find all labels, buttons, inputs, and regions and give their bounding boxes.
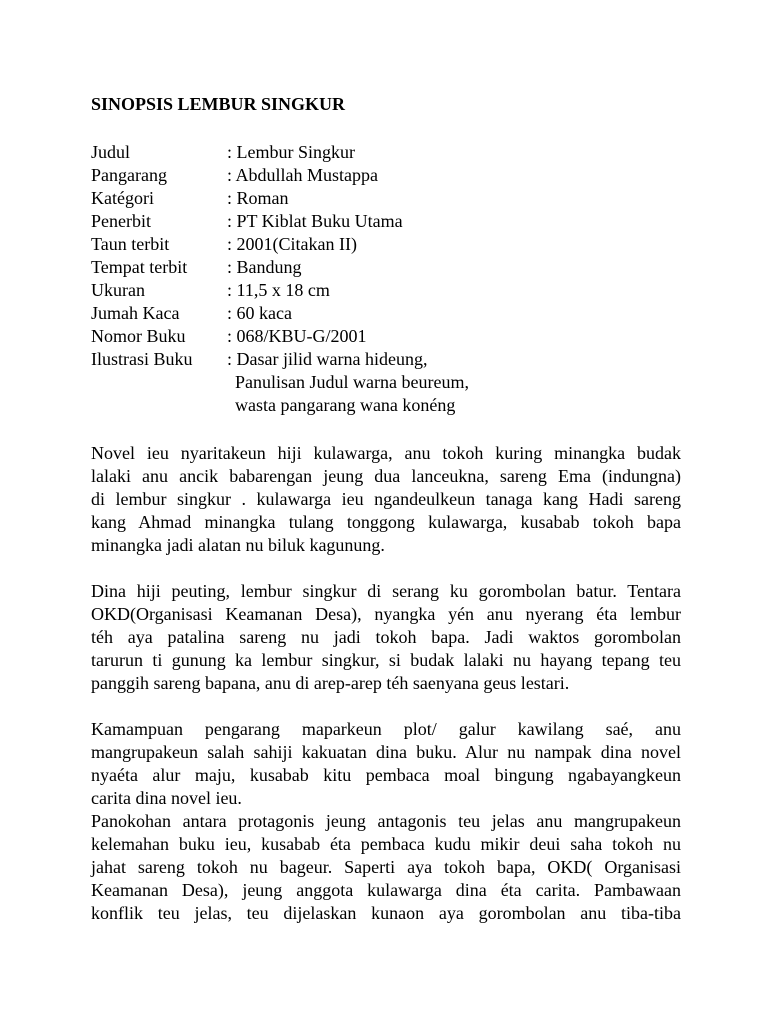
metadata-value [227, 325, 469, 348]
metadata-value [227, 187, 469, 210]
metadata-value-line: : Lembur Singkur [227, 142, 355, 162]
metadata-row [91, 164, 469, 187]
metadata-value [227, 210, 469, 233]
metadata-row [91, 256, 469, 279]
paragraph-line: téh aya patalina sareng nu jadi tokoh bapa. Jadi waktos gorombolan [91, 627, 681, 647]
metadata-label: Taun terbit [91, 234, 170, 254]
metadata-row [91, 348, 469, 417]
metadata-value [227, 233, 469, 256]
metadata-value-line: Panulisan Judul warna beureum, [235, 372, 469, 392]
paragraph-line: tarurun ti gunung ka lembur singkur, si budak lalaki nu hayang tepang teu [91, 650, 681, 670]
metadata-value-line: : PT Kiblat Buku Utama [227, 211, 403, 231]
metadata-value [227, 279, 469, 302]
metadata-label: Tempat terbit [91, 257, 188, 277]
metadata-row [91, 210, 469, 233]
metadata-value-line: : 11,5 x 18 cm [227, 280, 330, 300]
metadata-row [91, 141, 469, 164]
metadata-row [91, 325, 469, 348]
metadata-label: Katégori [91, 188, 154, 208]
metadata-row [91, 279, 469, 302]
metadata-value [227, 256, 469, 279]
metadata-value-line: : Roman [227, 188, 289, 208]
paragraph-line: nyaéta alur maju, kusabab kitu pembaca moal bingung ngabayangkeun [91, 765, 681, 785]
metadata-value-line: : Bandung [227, 257, 302, 277]
paragraph-line: kang Ahmad minangka tulang tonggong kulawarga, kusabab tokoh bapa [91, 512, 681, 532]
paragraph-line: di lembur singkur . kulawarga ieu ngandeulkeun tanaga kang Hadi sareng [91, 489, 681, 509]
paragraph-line: carita dina novel ieu. [91, 788, 242, 808]
paragraph-line: panggih sareng bapana, anu di arep-arep téh saenyana geus lestari. [91, 673, 570, 693]
paragraph-line: Novel ieu nyaritakeun hiji kulawarga, anu tokoh kuring minangka budak [91, 443, 681, 463]
paragraph-line: Keamanan Desa), jeung anggota kulawarga dina éta carita. Pambawaan [91, 880, 681, 900]
paragraph-line: mangrupakeun salah sahiji kakuatan dina buku. Alur nu nampak dina novel [91, 742, 681, 762]
metadata-value-line: : Abdullah Mustappa [227, 165, 378, 185]
metadata-value-line: : 60 kaca [227, 303, 292, 323]
book-metadata-table [91, 141, 469, 417]
metadata-label: Judul [91, 142, 131, 162]
synopsis-paragraph [91, 810, 681, 925]
metadata-value-line: wasta pangarang wana konéng [235, 395, 456, 415]
paragraph-line: minangka jadi alatan nu biluk kagunung. [91, 535, 385, 555]
paragraph-line: Panokohan antara protagonis jeung antagonis teu jelas anu mangrupakeun [91, 811, 681, 831]
metadata-label: Jumah Kaca [91, 303, 180, 323]
document-page [91, 93, 681, 948]
metadata-row [91, 187, 469, 210]
metadata-value [227, 302, 469, 325]
synopsis-paragraph [91, 442, 681, 557]
document-title: SINOPSIS LEMBUR SINGKUR [91, 94, 346, 114]
paragraph-line: lalaki anu ancik babarengan jeung dua lanceukna, sareng Ema (indungna) [91, 466, 681, 486]
metadata-value-line: : 068/KBU-G/2001 [227, 326, 367, 346]
metadata-label: Pangarang [91, 165, 167, 185]
paragraph-line: Kamampuan pengarang maparkeun plot/ galur kawilang saé, anu [91, 719, 681, 739]
paragraph-line: OKD(Organisasi Keamanan Desa), nyangka yén anu nyerang éta lembur [91, 604, 681, 624]
metadata-label: Penerbit [91, 211, 151, 231]
synopsis-paragraph [91, 718, 681, 810]
paragraph-line: jahat sareng tokoh nu bageur. Saperti aya tokoh bapa, OKD( Organisasi [91, 857, 681, 877]
metadata-row [91, 302, 469, 325]
metadata-value [227, 348, 469, 417]
metadata-label: Ilustrasi Buku [91, 349, 193, 369]
synopsis-paragraph [91, 580, 681, 695]
paragraph-line: Dina hiji peuting, lembur singkur di serang ku gorombolan batur. Tentara [91, 581, 681, 601]
metadata-value-line: : 2001(Citakan II) [227, 234, 357, 254]
metadata-label: Nomor Buku [91, 326, 186, 346]
metadata-value [227, 164, 469, 187]
paragraph-line: konflik teu jelas, teu dijelaskan kunaon aya gorombolan anu tiba-tiba [91, 903, 681, 923]
paragraph-line: kelemahan buku ieu, kusabab éta pembaca kudu mikir deui saha tokoh nu [91, 834, 681, 854]
metadata-value [227, 141, 469, 164]
metadata-row [91, 233, 469, 256]
synopsis-body [91, 442, 681, 925]
metadata-value-line: : Dasar jilid warna hideung, [227, 349, 428, 369]
metadata-label: Ukuran [91, 280, 145, 300]
